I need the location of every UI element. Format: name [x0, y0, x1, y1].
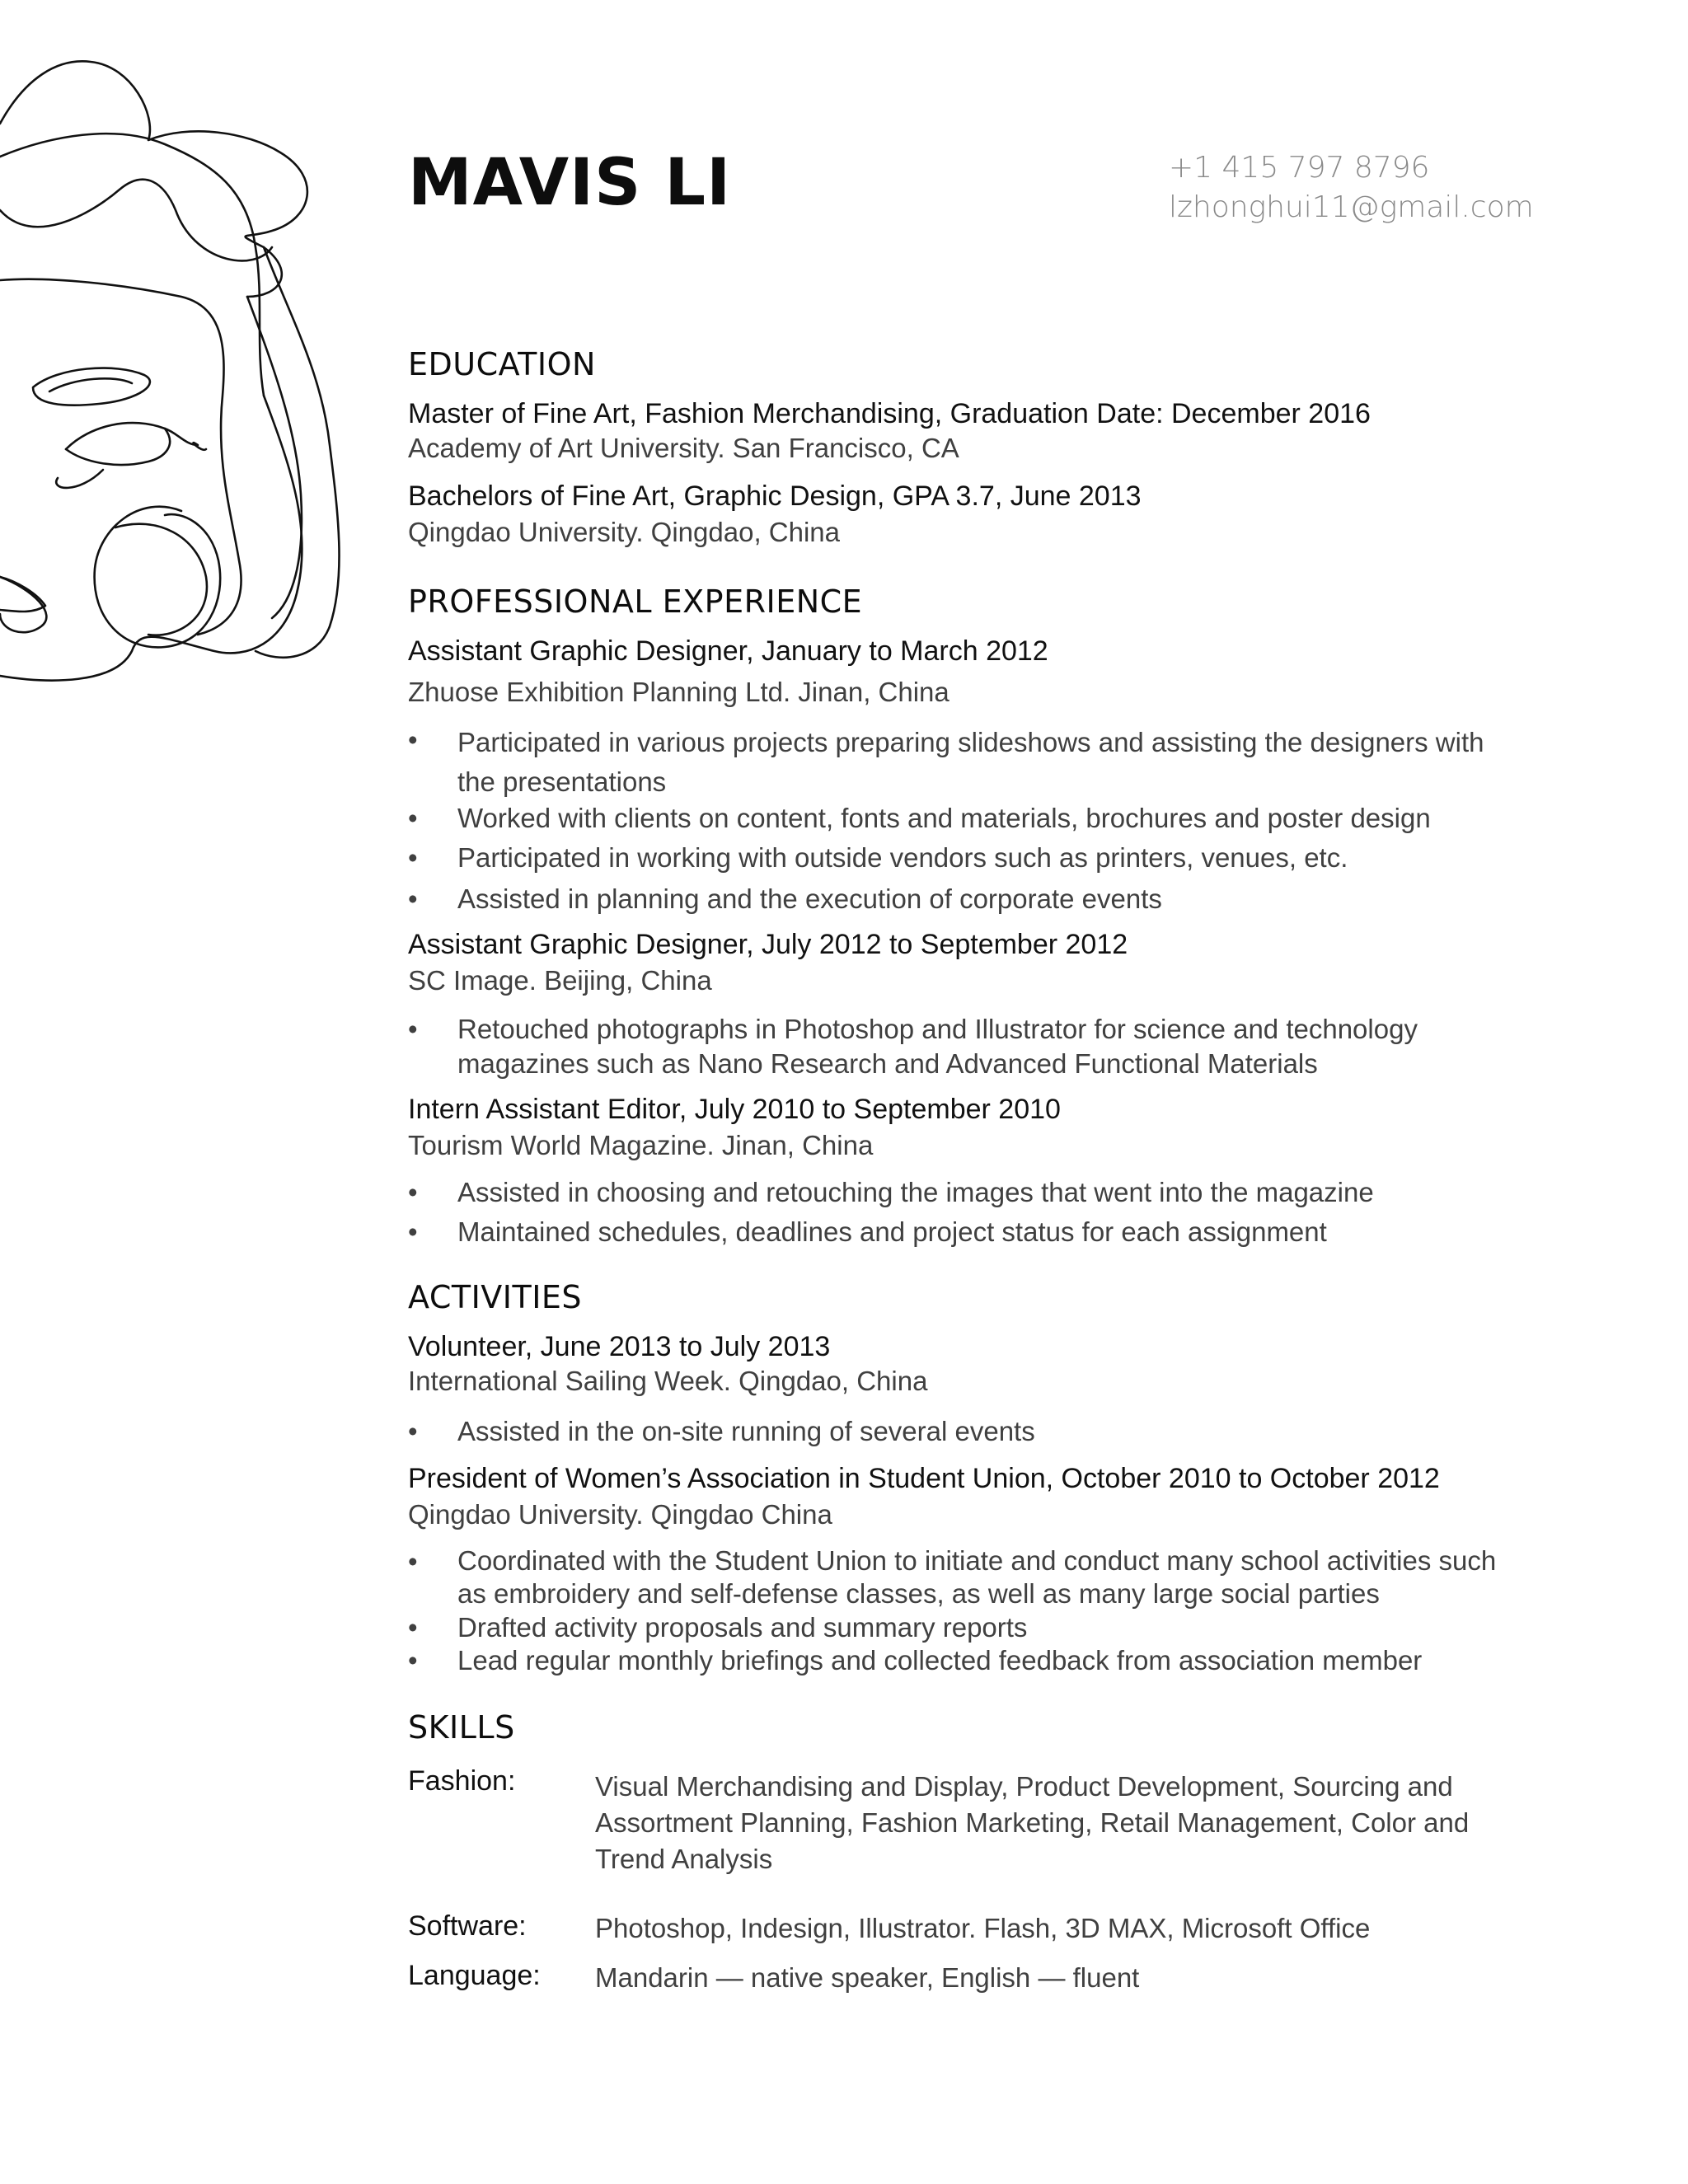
- job-title: Intern Assistant Editor, July 2010 to September 2010: [408, 1094, 1061, 1125]
- bullet-text: Lead regular monthly briefings and collected feedback from association member: [457, 1645, 1423, 1675]
- experience-heading: PROFESSIONAL EXPERIENCE: [408, 583, 863, 620]
- activity-title: Volunteer, June 2013 to July 2013: [408, 1331, 831, 1362]
- email-address: lzhonghui11@gmail.com: [1169, 190, 1534, 224]
- phone-number: +1 415 797 8796: [1169, 151, 1430, 185]
- bullet-text: Maintained schedules, deadlines and project status for each assignment: [457, 1216, 1327, 1247]
- education-place: Qingdao University. Qingdao, China: [408, 517, 841, 547]
- bullet-marker: •: [408, 1612, 418, 1643]
- bullet-marker: •: [408, 724, 418, 755]
- activity-place: Qingdao University. Qingdao China: [408, 1499, 832, 1530]
- job-title: Assistant Graphic Designer, July 2012 to September 2012: [408, 929, 1128, 960]
- bullet-text: Assisted in the on-site running of several events: [457, 1416, 1035, 1446]
- bullet-marker: •: [408, 1416, 418, 1446]
- education-title: Bachelors of Fine Art, Graphic Design, GPA 3.7, June 2013: [408, 480, 1142, 512]
- bullet-text: Assisted in planning and the execution of corporate events: [457, 883, 1162, 914]
- bullet-marker: •: [408, 1645, 418, 1675]
- bullet-marker: •: [408, 883, 418, 914]
- bullet-text: Worked with clients on content, fonts and materials, brochures and poster design: [457, 803, 1431, 833]
- contact-block: [1169, 148, 1534, 227]
- bullet-marker: •: [408, 1014, 418, 1044]
- job-place: Zhuose Exhibition Planning Ltd. Jinan, China: [408, 677, 950, 707]
- job-place: SC Image. Beijing, China: [408, 965, 712, 996]
- bullet-text: Retouched photographs in Photoshop and Illustrator for science and technology magazines such as Nano Research and Advanced Functional Materials: [457, 1014, 1418, 1079]
- activity-place: International Sailing Week. Qingdao, China: [408, 1366, 928, 1396]
- bullet-marker: •: [408, 1216, 418, 1247]
- bullet-text: Drafted activity proposals and summary reports: [457, 1612, 1028, 1643]
- bullet-text: Participated in various projects preparing slideshows and assisting the designers with the presentations: [457, 727, 1484, 797]
- skills-heading: SKILLS: [408, 1709, 515, 1746]
- bullet-text: Participated in working with outside vendors such as printers, venues, etc.: [457, 842, 1348, 873]
- education-title: Master of Fine Art, Fashion Merchandising, Graduation Date: December 2016: [408, 398, 1371, 429]
- bullet-marker: •: [408, 842, 418, 873]
- bullet-text: Assisted in choosing and retouching the images that went into the magazine: [457, 1177, 1374, 1207]
- line-art-portrait-icon: [0, 0, 387, 709]
- skill-value: Mandarin — native speaker, English — fluent: [595, 1962, 1140, 1993]
- skill-label: Fashion:: [408, 1765, 516, 1797]
- skill-label: Software:: [408, 1910, 527, 1942]
- skill-label: Language:: [408, 1960, 541, 1991]
- bullet-marker: •: [408, 803, 418, 833]
- education-place: Academy of Art University. San Francisco, CA: [408, 433, 959, 463]
- job-title: Assistant Graphic Designer, January to March 2012: [408, 635, 1048, 667]
- bullet-marker: •: [408, 1546, 418, 1577]
- skill-value: Photoshop, Indesign, Illustrator. Flash, 3D MAX, Microsoft Office: [595, 1913, 1371, 1943]
- activity-title: President of Women’s Association in Student Union, October 2010 to October 2012: [408, 1463, 1440, 1494]
- job-place: Tourism World Magazine. Jinan, China: [408, 1130, 874, 1160]
- candidate-name: MAVIS LI: [408, 146, 732, 220]
- bullet-marker: •: [408, 1177, 418, 1207]
- education-heading: EDUCATION: [408, 346, 596, 382]
- skill-value: Visual Merchandising and Display, Product Development, Sourcing and Assortment Planning, Fashion Marketing, Retail Management, Color and Trend Analysis: [595, 1771, 1470, 1874]
- activities-heading: ACTIVITIES: [408, 1279, 583, 1315]
- bullet-text: Coordinated with the Student Union to initiate and conduct many school activities such as embroidery and self-defense classes, as well as many large social parties: [457, 1545, 1497, 1609]
